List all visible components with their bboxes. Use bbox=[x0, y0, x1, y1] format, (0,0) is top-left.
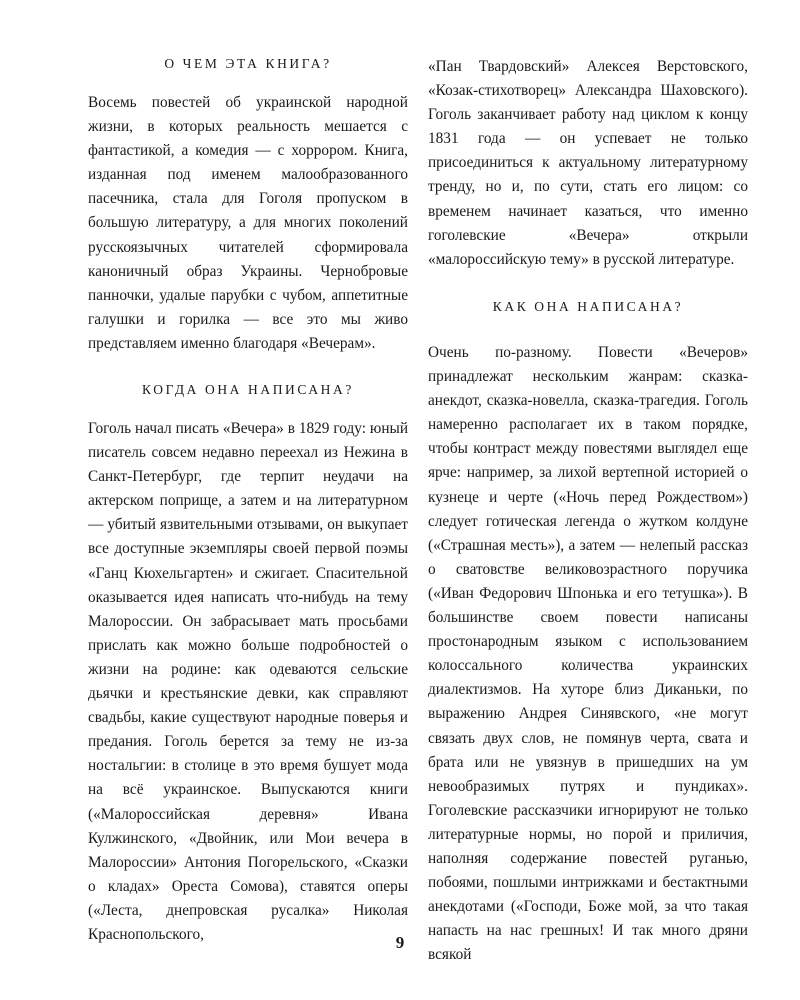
section-heading-how: КАК ОНА НАПИСАНА? bbox=[492, 299, 684, 314]
section-heading-about: О ЧЕМ ЭТА КНИГА? bbox=[164, 56, 332, 71]
section-heading-when: КОГДА ОНА НАПИСАНА? bbox=[142, 382, 354, 397]
section-text-when: Гоголь начал писать «Вечера» в 1829 году: юный писатель совсем недавно переехал из Нежина в Санкт-Петербург, где терпит неудачи на актерском поприще, а затем и на литературном — убитый язвительными отзывами, он выкупает все доступные экземпляры своей первой поэмы «Ганц Кюхельгартен» и сжигает. Спасительной оказывается идея написать что-нибудь на тему Малороссии. Он забрасывает мать просьбами прислать как можно больше подробностей о жизни на родине: как одеваются сельские дьячки и крестьянские девки, как справляют свадьбы, какие существуют народные поверья и предания. Гоголь берется за тему не из-за ностальгии: в столице в это время бушует мода на всё украинское. Выпускаются книги («Малороссийская деревня» Ивана Кулжинского, «Двойник, или Мои вечера в Малороссии» Антония Погорельского, «Сказки о кладах» Ореста Сомова), ставятся оперы («Леста, днепровская русалка» Николая Краснопольского, bbox=[88, 420, 408, 943]
section-text-how: Очень по-разному. Повести «Вечеров» принадлежат нескольким жанрам: сказка-анекдот, сказка-новелла, сказка-трагедия. Гоголь намеренно располагает их в таком порядке, чтобы контраст между повестями выглядел еще ярче: например, за лихой вертепной историей о кузнеце и черте («Ночь перед Рождеством») следует готическая легенда о жутком колдуне («Страшная месть»), а затем — нелепый рассказ о сватовстве великовозрастного поручика («Иван Федорович Шпонька и его тетушка»). В большинстве своем повести написаны простонародным языком с использованием колоссального количества украинских диалектизмов. На хуторе близ Диканьки, по выражению Андрея Синявского, «не могут связать двух слов, не помянув черта, свата и брата или не увязнув в пришедших на ум невообразимых путрях и пундиках». Гоголевские рассказчики игнорируют не только литературные нормы, но порой и приличия, наполняя содержание повестей руганью, побоями, пошлыми интрижками и бестактными анекдотами («Господи, Боже мой, за что такая напасть на нас грешных! И так много дряни всякой bbox=[428, 344, 748, 964]
section-text-about: Восемь повестей об украинской народной жизни, в которых реальность мешается с фантастикой, а комедия — с хоррором. Книга, изданная под именем малообразованного пасечника, стала для Гоголя пропуском в большую литературу, а для многих поколений русскоязычных читателей сформировала каноничный образ Украины. Чернобровые панночки, удалые парубки с чубом, аппетитные галушки и горилка — все это мы живо представляем именно благодаря «Вечерам». bbox=[88, 94, 408, 352]
page-number: 9 bbox=[395, 933, 405, 952]
section-text-continuation: «Пан Твардовский» Алексея Верстовского, «Козак-стихотворец» Александра Шаховского). Гоголь заканчивает работу над циклом к концу 1831 года — он успевает не только присоединиться к актуальному литературному тренду, но и, по сути, стать его лицом: со временем начинает казаться, что именно гоголевские «Вечера» открыли «малороссийскую тему» в русской литературе. bbox=[428, 58, 748, 268]
